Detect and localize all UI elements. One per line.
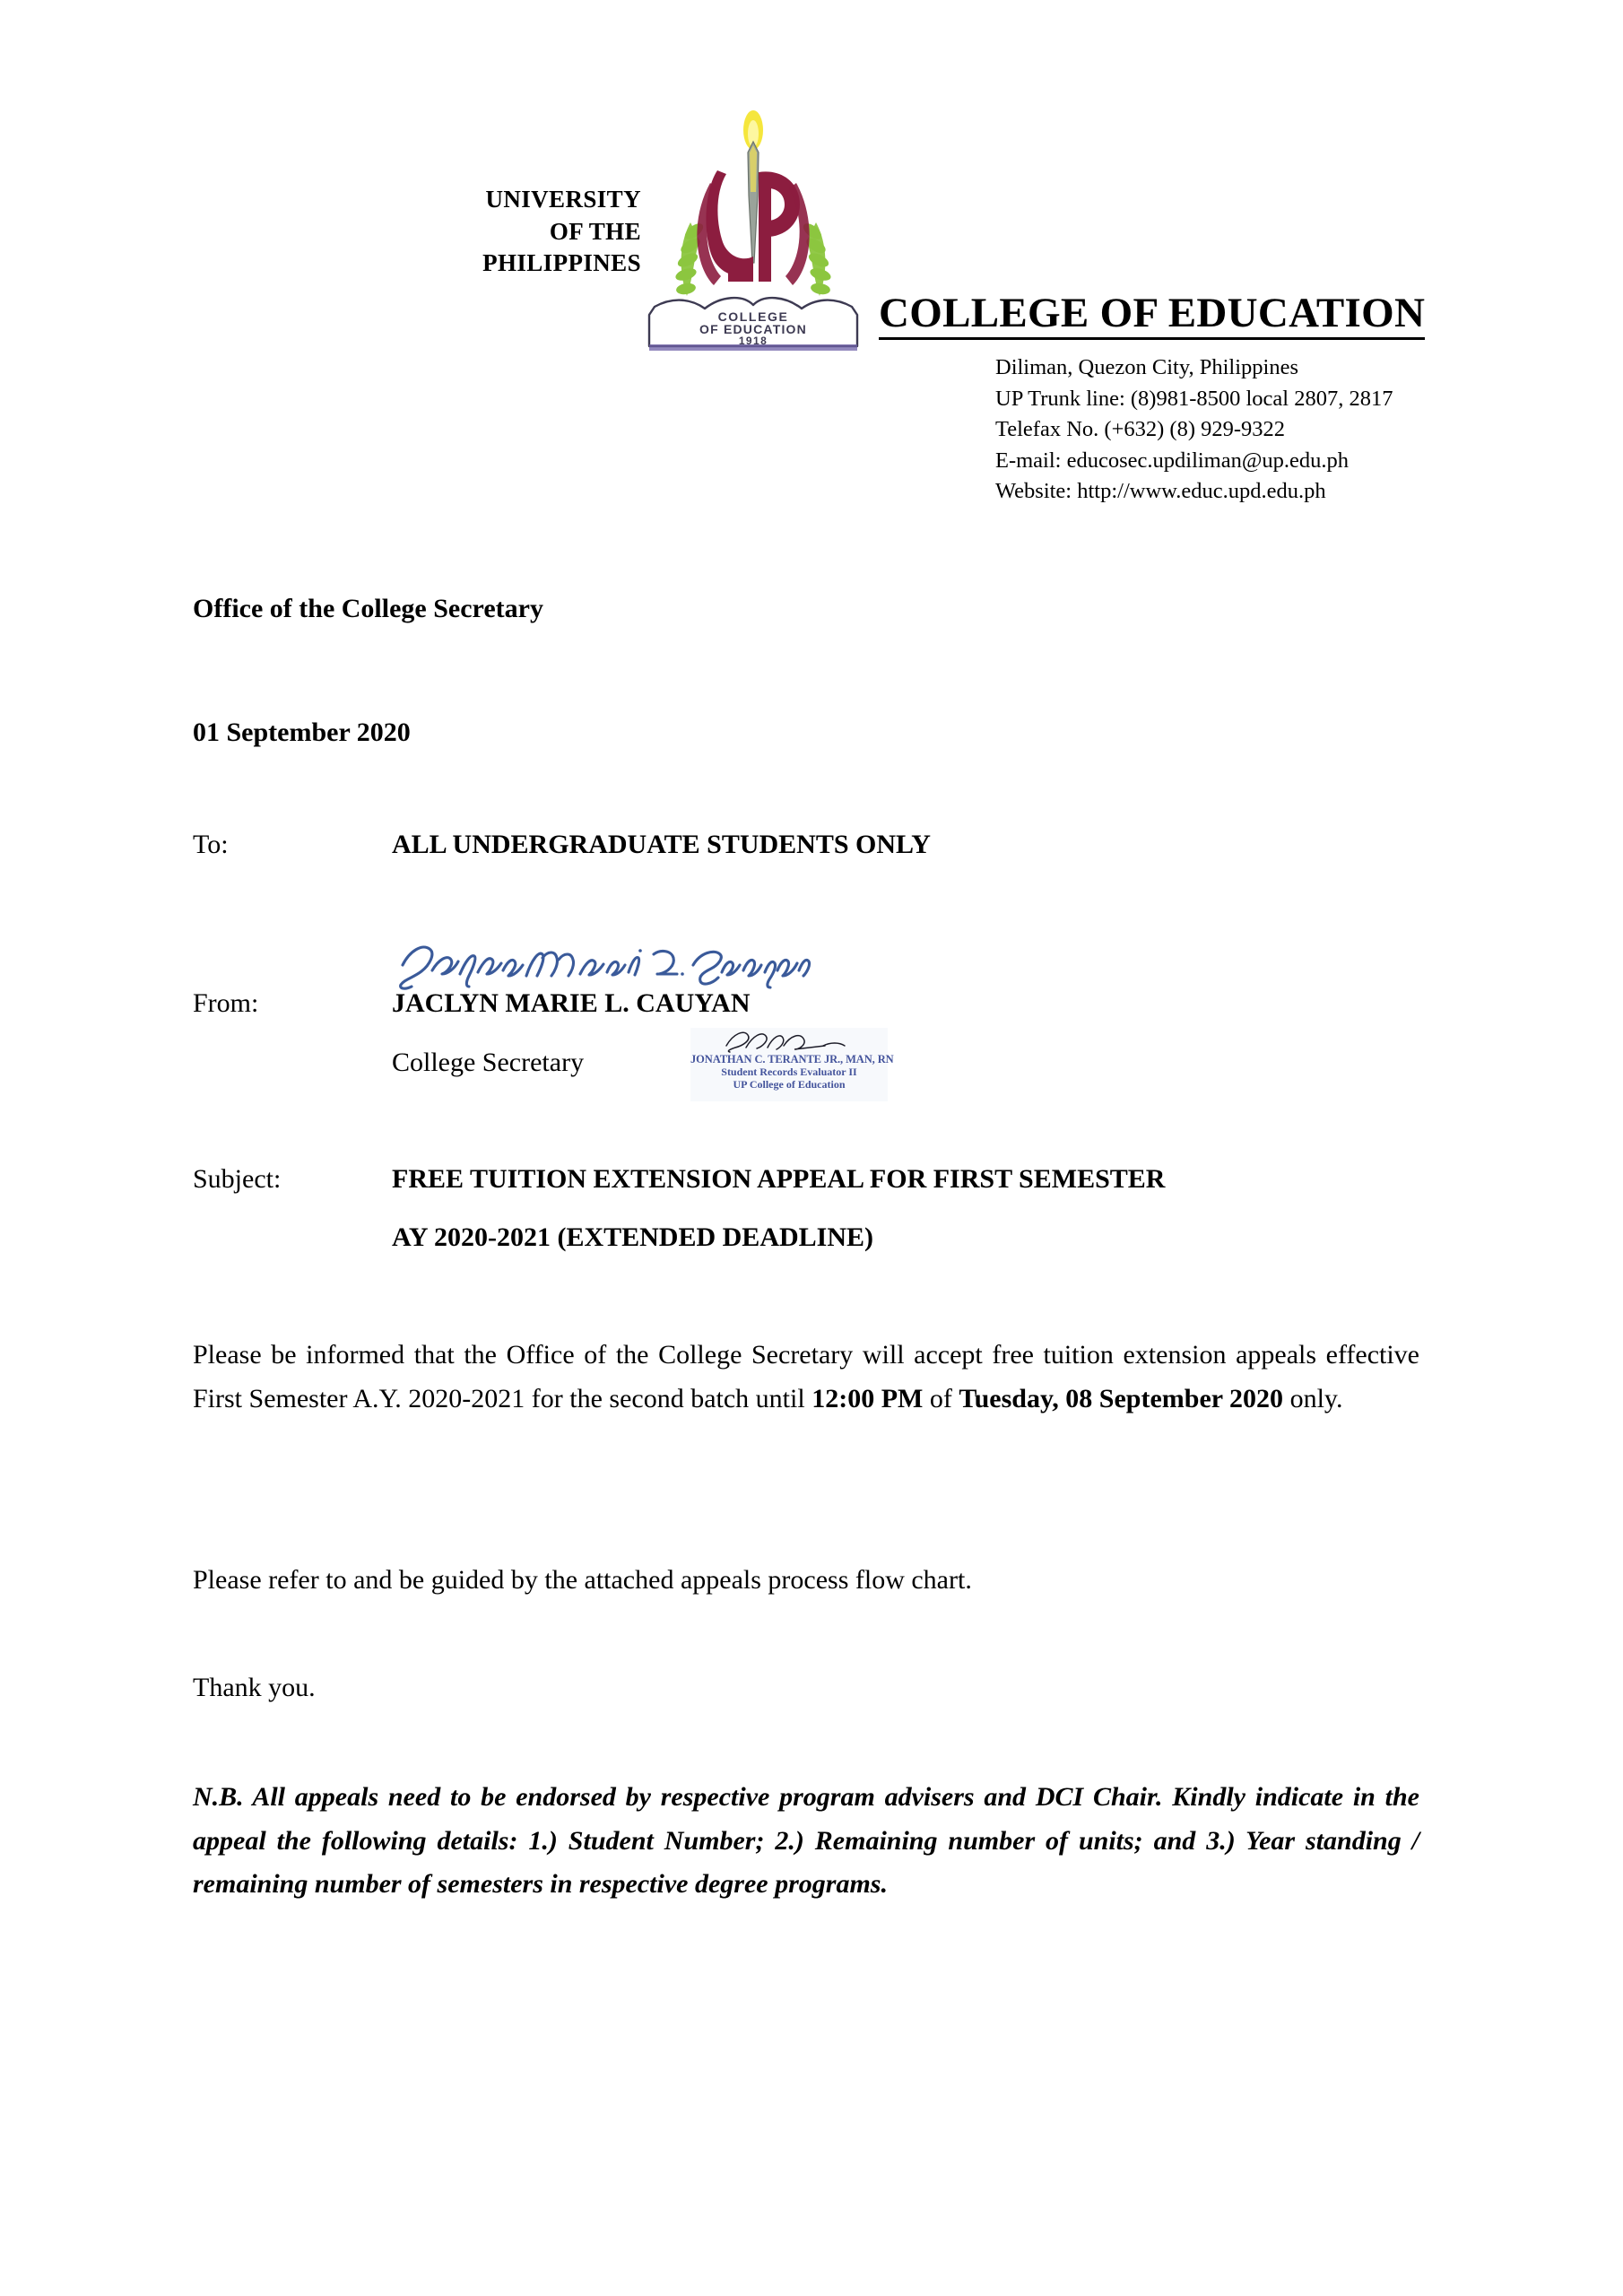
paragraph-main-deadline-time: 12:00 PM — [812, 1383, 924, 1413]
paragraph-main-deadline-date: Tuesday, 08 September 2020 — [959, 1383, 1284, 1413]
university-name — [395, 184, 641, 280]
memo-subject-label: Subject: — [193, 1164, 282, 1194]
memo-to-value: ALL UNDERGRADUATE STUDENTS ONLY — [392, 830, 931, 859]
contact-trunk-line: UP Trunk line: (8)981-8500 local 2807, 2817 — [995, 386, 1393, 411]
paragraph-main-part3: only. — [1283, 1383, 1343, 1413]
paragraph-main-part2: of — [923, 1383, 959, 1413]
memo-subject-value-line2: AY 2020-2021 (EXTENDED DEADLINE) — [392, 1222, 873, 1252]
stamp-signature-icon — [690, 1028, 888, 1053]
university-name-line2: OF THE — [549, 217, 641, 245]
contact-address: Diliman, Quezon City, Philippines — [995, 355, 1298, 379]
paragraph-thanks: Thank you. — [193, 1673, 316, 1702]
office-name: Office of the College Secretary — [193, 594, 543, 623]
paragraph-nota-bene: N.B. All appeals need to be endorsed by respective program advisers and DCI Chair. Kindly indicate in the appeal the following details: 1.) Student Number; 2.) Remaining number of units; and 3.) Year standing / remaining number of semesters in respective degree programs. — [193, 1782, 1419, 1900]
contact-telefax: Telefax No. (+632) (8) 929-9322 — [995, 417, 1286, 442]
contact-website: Website: http://www.educ.upd.edu.ph — [995, 479, 1326, 504]
college-title: COLLEGE OF EDUCATION — [879, 291, 1425, 340]
records-evaluator-stamp — [690, 1028, 894, 1101]
stamp-position: Student Records Evaluator II — [721, 1065, 857, 1078]
contact-email: E-mail: educosec.updiliman@up.edu.ph — [995, 448, 1350, 473]
seal-book-year: 1918 — [738, 335, 768, 347]
contact-block — [995, 352, 1393, 508]
memo-from-label: From: — [193, 988, 259, 1018]
university-name-line1: UNIVERSITY — [485, 186, 641, 213]
memo-subject-value: FREE TUITION EXTENSION APPEAL FOR FIRST SEMESTER — [392, 1164, 1166, 1194]
university-name-line3: PHILIPPINES — [482, 249, 641, 277]
stamp-name: JONATHAN C. TERANTE JR., MAN, RN — [690, 1053, 894, 1065]
memo-date: 01 September 2020 — [193, 718, 411, 747]
memo-from-value: JACLYN MARIE L. CAUYAN — [392, 988, 751, 1018]
handwritten-signature — [392, 935, 813, 990]
seal-book-line2: OF EDUCATION — [699, 322, 807, 336]
up-college-of-education-seal-icon — [628, 106, 879, 361]
letterhead — [0, 0, 1623, 538]
seal-book-line1: COLLEGE — [717, 309, 789, 324]
stamp-office: UP College of Education — [733, 1078, 846, 1091]
paragraph-main-part1: Please be informed that the Office of the College Secretary will accept free tuition extension appeals effective First Semester A.Y. 2020-2021 for the second batch until — [193, 1340, 1419, 1413]
memo-from-title: College Secretary — [392, 1048, 585, 1077]
paragraph-main — [193, 1334, 1419, 1421]
paragraph-refer: Please refer to and be guided by the attached appeals process flow chart. — [193, 1565, 972, 1595]
memo-to-label: To: — [193, 830, 229, 859]
